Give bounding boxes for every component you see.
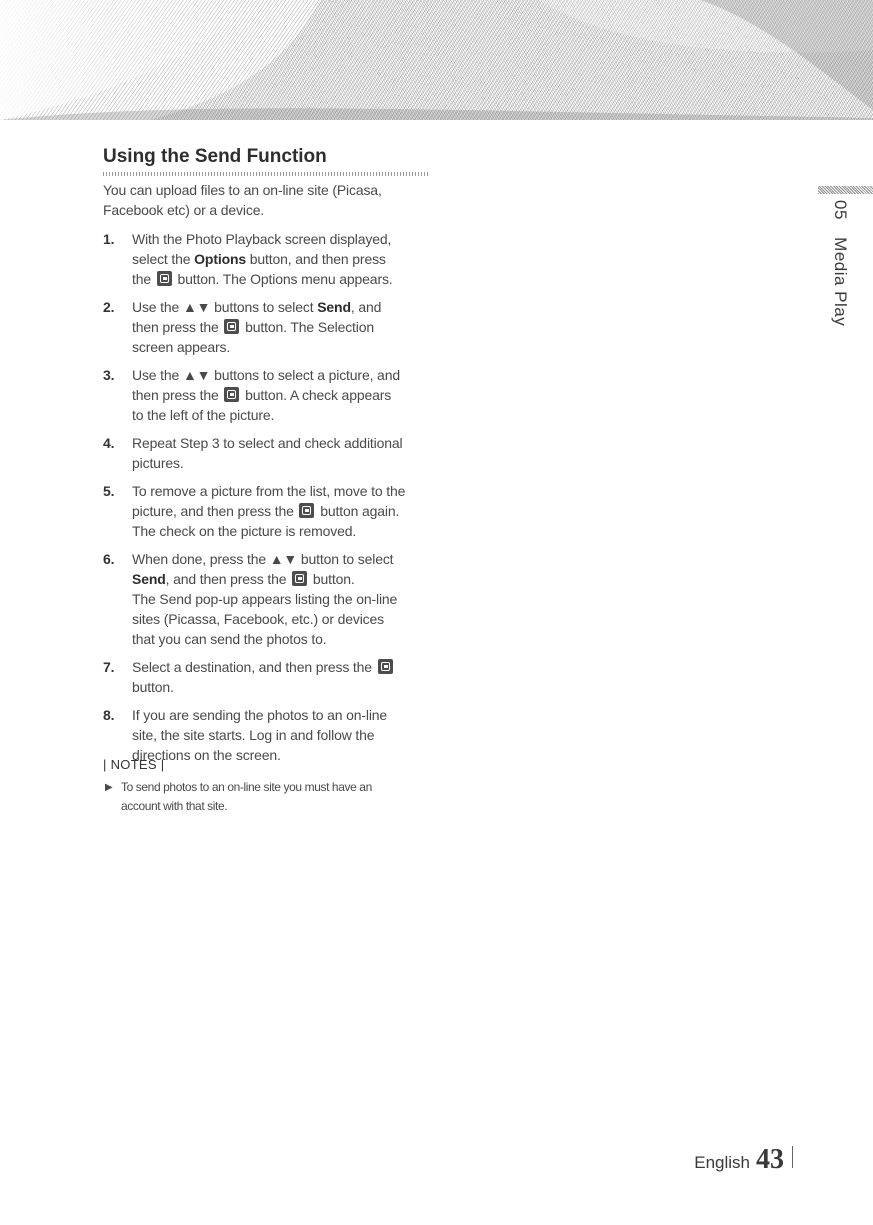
intro-line: You can upload files to an on-line site (Picasa, [103, 182, 382, 198]
step-line: pictures. [132, 455, 184, 471]
step-number: 2. [103, 299, 115, 315]
step-text: select the [132, 251, 195, 267]
enter-button-icon [378, 659, 393, 674]
step-item [103, 705, 433, 765]
enter-button-icon [224, 319, 239, 334]
step-line [132, 297, 433, 317]
step-line: that you can send the photos to. [132, 631, 327, 647]
header-banner [0, 0, 873, 120]
section-title: Using the Send Function [103, 146, 327, 167]
footer-divider [792, 1146, 793, 1168]
step-line [132, 269, 433, 289]
step-item [103, 297, 433, 357]
enter-button-icon [292, 571, 307, 586]
step-number: 7. [103, 659, 115, 675]
step-text: then press the [132, 387, 223, 403]
page-footer [694, 1144, 793, 1176]
step-text: button. A check appears [241, 387, 392, 403]
step-line [132, 501, 433, 521]
chapter-number: 05 [831, 200, 850, 220]
step-line: To remove a picture from the list, move to the [132, 483, 406, 499]
step-number: 3. [103, 367, 115, 383]
step-line: Repeat Step 3 to select and check additional [132, 435, 403, 451]
title-divider [103, 172, 430, 176]
step-item [103, 365, 433, 425]
step-line [132, 249, 433, 269]
chapter-tab-marker [818, 186, 873, 194]
step-line: sites (Picassa, Facebook, etc.) or devices [132, 611, 385, 627]
step-text: button, and then press [246, 251, 386, 267]
note-item [103, 778, 421, 816]
note-line: account with that site. [121, 799, 228, 813]
send-keyword: Send [317, 299, 351, 315]
step-item [103, 229, 433, 289]
step-line: When done, press the ▲▼ button to select [132, 551, 394, 567]
content [103, 180, 433, 773]
options-keyword: Options [194, 251, 247, 267]
step-text: button. The Options menu appears. [173, 271, 393, 287]
step-line: With the Photo Playback screen displayed, [132, 231, 392, 247]
step-line: The check on the picture is removed. [132, 523, 357, 539]
notes-label: | NOTES | [103, 757, 165, 772]
step-text: Select a destination, and then press the [132, 659, 376, 675]
step-line [132, 569, 433, 589]
triangle-right-icon: ▶ [105, 782, 113, 793]
step-line [132, 385, 433, 405]
step-line: If you are sending the photos to an on-line [132, 707, 388, 723]
step-text: then press the [132, 319, 223, 335]
step-item [103, 549, 433, 649]
footer-language: English [694, 1153, 750, 1172]
step-number: 6. [103, 551, 115, 567]
step-line: button. [132, 679, 174, 695]
step-number: 5. [103, 483, 115, 499]
step-line [132, 317, 433, 337]
steps-list [103, 229, 433, 765]
chapter-side-label [830, 200, 850, 326]
step-item [103, 657, 433, 697]
enter-button-icon [299, 503, 314, 518]
step-text: button. [309, 571, 355, 587]
chapter-title: Media Play [831, 237, 850, 327]
intro-paragraph [103, 180, 433, 220]
step-line: site, the site starts. Log in and follow the [132, 727, 375, 743]
step-text: picture, and then press the [132, 503, 298, 519]
step-text: , and [350, 299, 382, 315]
step-line: to the left of the picture. [132, 407, 275, 423]
step-number: 1. [103, 231, 115, 247]
step-text: Use the ▲▼ buttons to select [132, 299, 318, 315]
enter-button-icon [157, 271, 172, 286]
step-text: button. The Selection [241, 319, 375, 335]
step-line [132, 657, 433, 677]
step-item [103, 481, 433, 541]
step-line: Use the ▲▼ buttons to select a picture, and [132, 367, 400, 383]
note-line: To send photos to an on-line site you must have an [121, 780, 372, 794]
step-line: screen appears. [132, 339, 231, 355]
send-keyword: Send [132, 571, 166, 587]
page-number: 43 [756, 1144, 784, 1175]
intro-line: Facebook etc) or a device. [103, 202, 265, 218]
enter-button-icon [224, 387, 239, 402]
step-number: 4. [103, 435, 115, 451]
step-text: , and then press the [165, 571, 291, 587]
step-number: 8. [103, 707, 115, 723]
step-item [103, 433, 433, 473]
step-line: directions on the screen. [132, 747, 281, 763]
step-text: button again. [316, 503, 400, 519]
step-text: the [132, 271, 155, 287]
step-line: The Send pop-up appears listing the on-line [132, 591, 398, 607]
